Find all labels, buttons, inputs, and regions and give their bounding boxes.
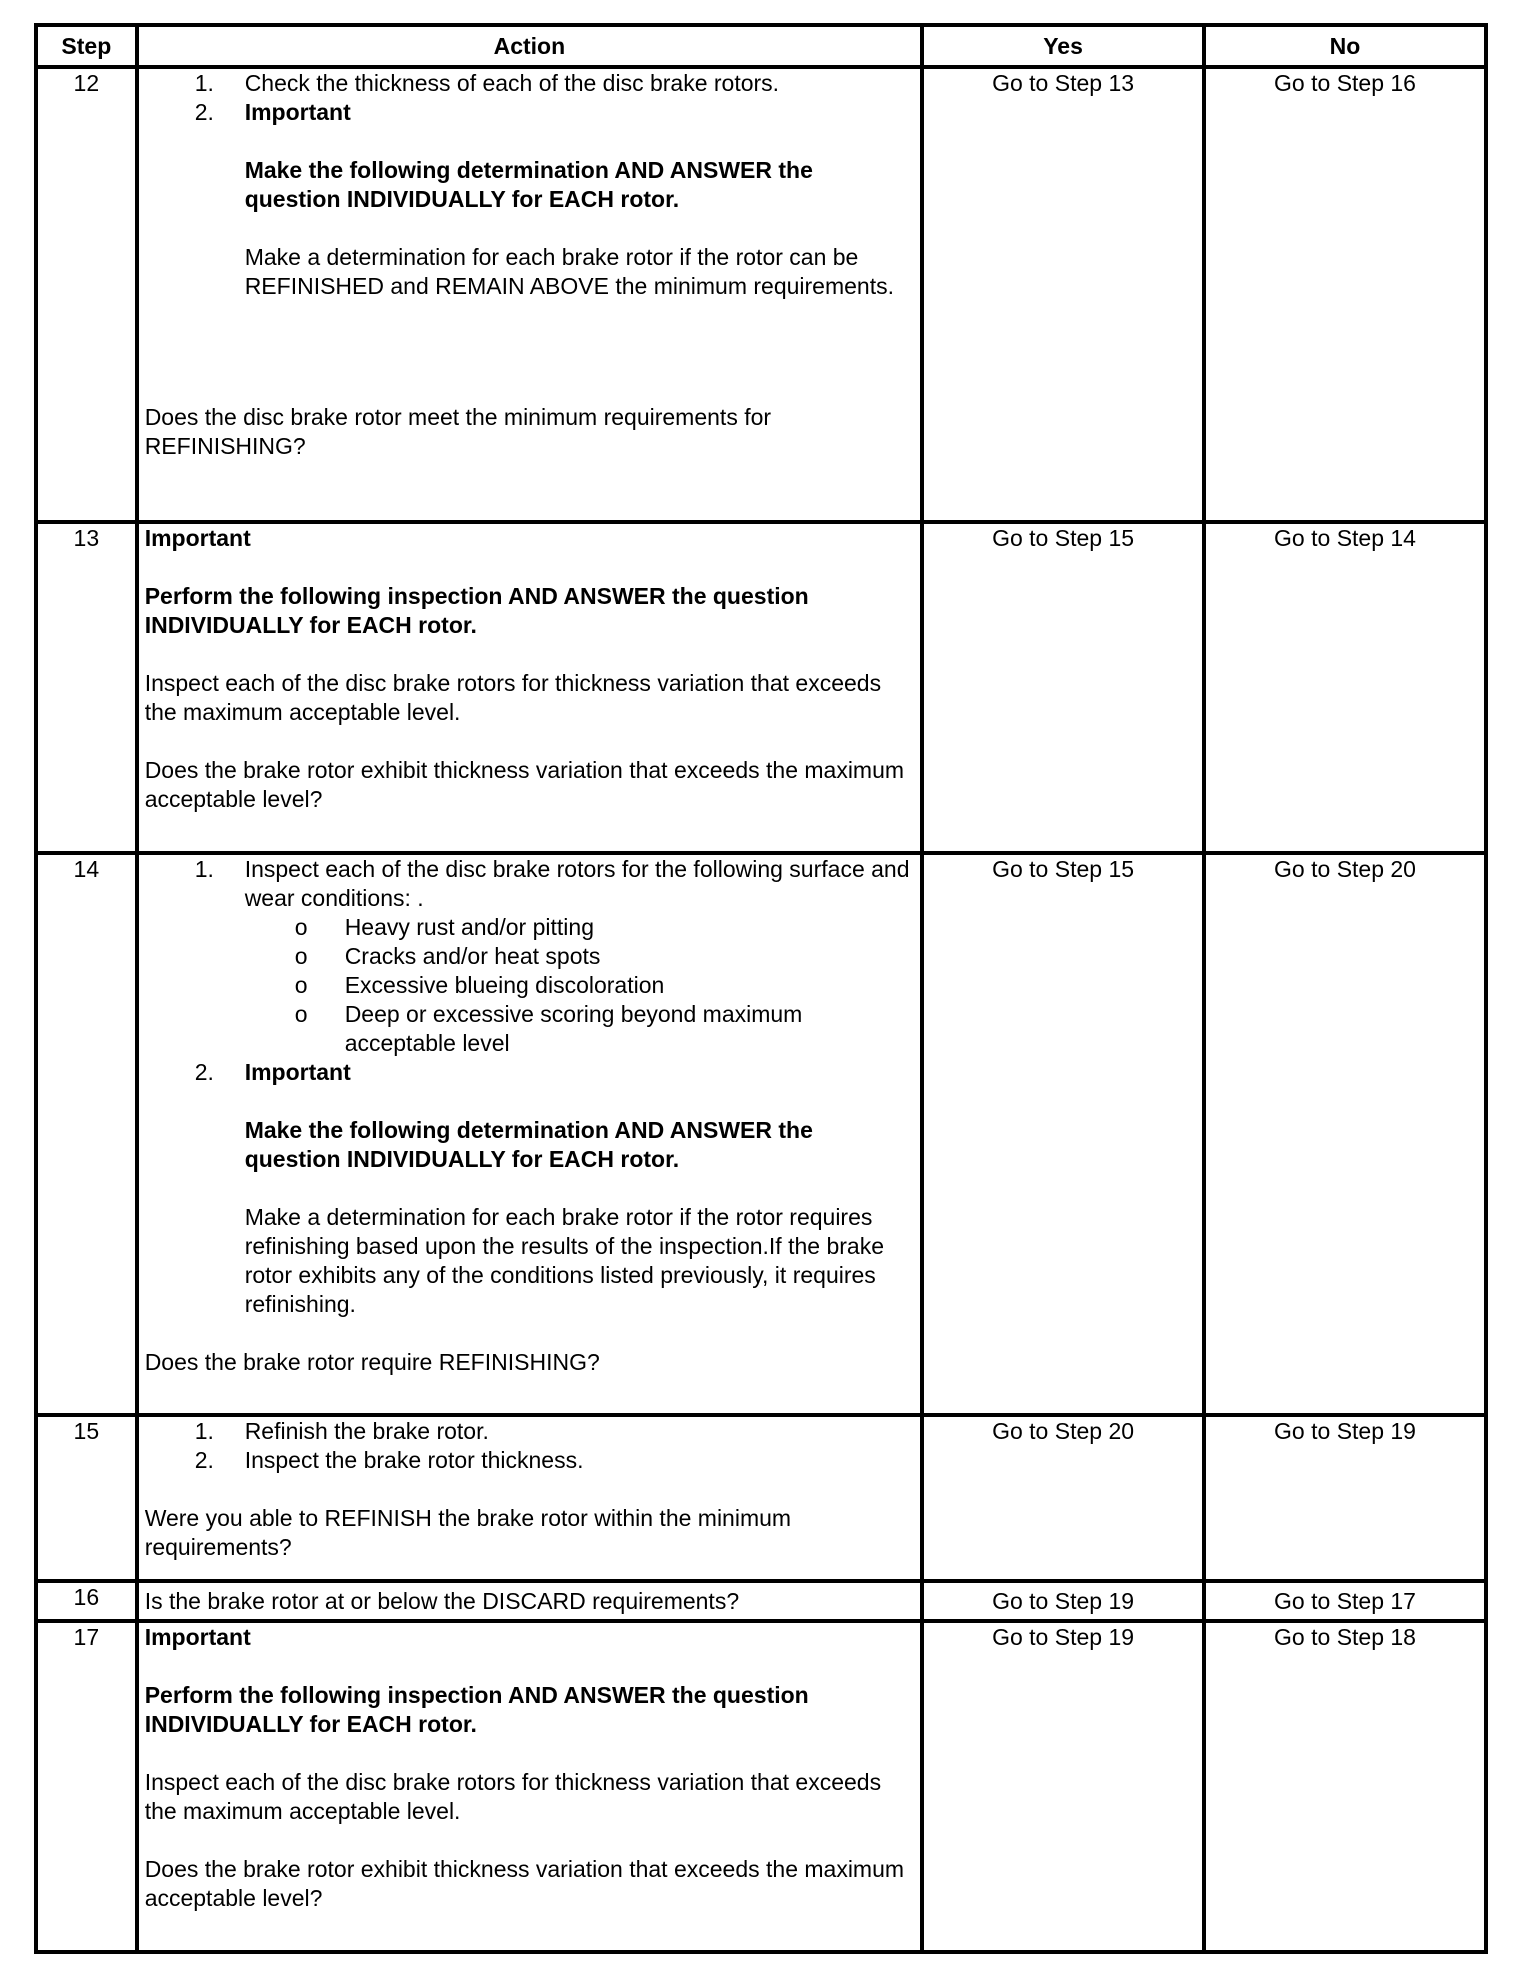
step-number: 13	[36, 522, 137, 853]
important-note: Perform the following inspection AND ANSWER the question INDIVIDUALLY for EACH rotor.	[144, 583, 809, 638]
bullet-text: Excessive blueing discoloration	[344, 972, 665, 998]
action-cell	[137, 1581, 922, 1621]
header-step: Step	[36, 25, 137, 67]
no-action: Go to Step 16	[1204, 67, 1486, 522]
list-number: 2.	[194, 99, 214, 125]
action-cell	[137, 67, 922, 522]
list-number: 1.	[194, 1418, 214, 1444]
bullet-text: Deep or excessive scoring beyond maximum acceptable level	[344, 1001, 803, 1056]
yes-action: Go to Step 19	[922, 1621, 1204, 1952]
question-text: Does the disc brake rotor meet the minimum requirements for REFINISHING?	[144, 404, 772, 459]
list-text: Inspect each of the disc brake rotors for the following surface and wear conditions: .	[244, 856, 910, 911]
table-row	[36, 853, 1486, 1415]
question-text: Were you able to REFINISH the brake rotor within the minimum requirements?	[144, 1505, 792, 1560]
no-action: Go to Step 18	[1204, 1621, 1486, 1952]
table-row	[36, 1415, 1486, 1581]
question-text: Does the brake rotor require REFINISHING?	[144, 1349, 600, 1375]
important-note: Make the following determination AND ANSWER the question INDIVIDUALLY for EACH rotor.	[244, 1117, 813, 1172]
bullet-item	[145, 913, 914, 942]
instruction-text: Inspect each of the disc brake rotors for thickness variation that exceeds the maximum acceptable level.	[144, 670, 882, 725]
no-action: Go to Step 19	[1204, 1415, 1486, 1581]
instruction-text: Make a determination for each brake rotor if the rotor can be REFINISHED and REMAIN ABOVE the minimum requirements.	[244, 244, 894, 299]
list-number: 2.	[194, 1059, 214, 1085]
bullet-mark: o	[294, 1001, 308, 1027]
action-cell	[137, 1621, 922, 1952]
step-number: 17	[36, 1621, 137, 1952]
list-text: Check the thickness of each of the disc brake rotors.	[244, 70, 780, 96]
list-number: 1.	[194, 856, 214, 882]
header-yes: Yes	[922, 25, 1204, 67]
yes-action: Go to Step 15	[922, 853, 1204, 1415]
bullet-mark: o	[294, 972, 308, 998]
diagnostic-table	[34, 23, 1488, 1954]
yes-action: Go to Step 15	[922, 522, 1204, 853]
list-item	[145, 69, 914, 98]
header-no: No	[1204, 25, 1486, 67]
yes-action: Go to Step 13	[922, 67, 1204, 522]
step-number: 12	[36, 67, 137, 522]
bullet-mark: o	[294, 943, 308, 969]
header-action: Action	[137, 25, 922, 67]
question-text: Does the brake rotor exhibit thickness variation that exceeds the maximum acceptable level?	[144, 1856, 905, 1911]
important-label: Important	[144, 1624, 251, 1650]
list-text: Inspect the brake rotor thickness.	[244, 1447, 584, 1473]
list-text: Refinish the brake rotor.	[244, 1418, 489, 1444]
bullet-mark: o	[294, 914, 308, 940]
table-row	[36, 1581, 1486, 1621]
list-item	[145, 1446, 914, 1475]
list-item	[145, 855, 914, 913]
bullet-text: Heavy rust and/or pitting	[344, 914, 594, 940]
table-row	[36, 1621, 1486, 1952]
no-action: Go to Step 14	[1204, 522, 1486, 853]
list-item	[145, 1058, 914, 1087]
action-cell	[137, 1415, 922, 1581]
table-row	[36, 67, 1486, 522]
list-number: 2.	[194, 1447, 214, 1473]
list-item	[145, 1417, 914, 1446]
instruction-text: Inspect each of the disc brake rotors for thickness variation that exceeds the maximum acceptable level.	[144, 1769, 882, 1824]
list-item	[145, 98, 914, 127]
table-row	[36, 522, 1486, 853]
important-label: Important	[244, 99, 351, 125]
instruction-text: Make a determination for each brake rotor if the rotor requires refinishing based upon the results of the inspection.If the brake rotor exhibits any of the conditions listed previously, it requires refinishing.	[244, 1204, 884, 1317]
bullet-item	[145, 1000, 914, 1058]
step-number: 15	[36, 1415, 137, 1581]
question-text: Does the brake rotor exhibit thickness variation that exceeds the maximum acceptable level?	[144, 757, 905, 812]
important-note: Make the following determination AND ANSWER the question INDIVIDUALLY for EACH rotor.	[244, 157, 813, 212]
action-cell	[137, 853, 922, 1415]
no-action: Go to Step 17	[1204, 1581, 1486, 1621]
bullet-item	[145, 971, 914, 1000]
header-row	[36, 25, 1486, 67]
important-note: Perform the following inspection AND ANSWER the question INDIVIDUALLY for EACH rotor.	[144, 1682, 809, 1737]
action-cell	[137, 522, 922, 853]
question-text: Is the brake rotor at or below the DISCARD requirements?	[144, 1587, 740, 1614]
important-label: Important	[244, 1059, 351, 1085]
no-action: Go to Step 20	[1204, 853, 1486, 1415]
yes-action: Go to Step 20	[922, 1415, 1204, 1581]
important-label: Important	[144, 525, 251, 551]
bullet-text: Cracks and/or heat spots	[344, 943, 601, 969]
step-number: 14	[36, 853, 137, 1415]
step-number: 16	[36, 1581, 137, 1621]
list-number: 1.	[194, 70, 214, 96]
bullet-item	[145, 942, 914, 971]
yes-action: Go to Step 19	[922, 1581, 1204, 1621]
